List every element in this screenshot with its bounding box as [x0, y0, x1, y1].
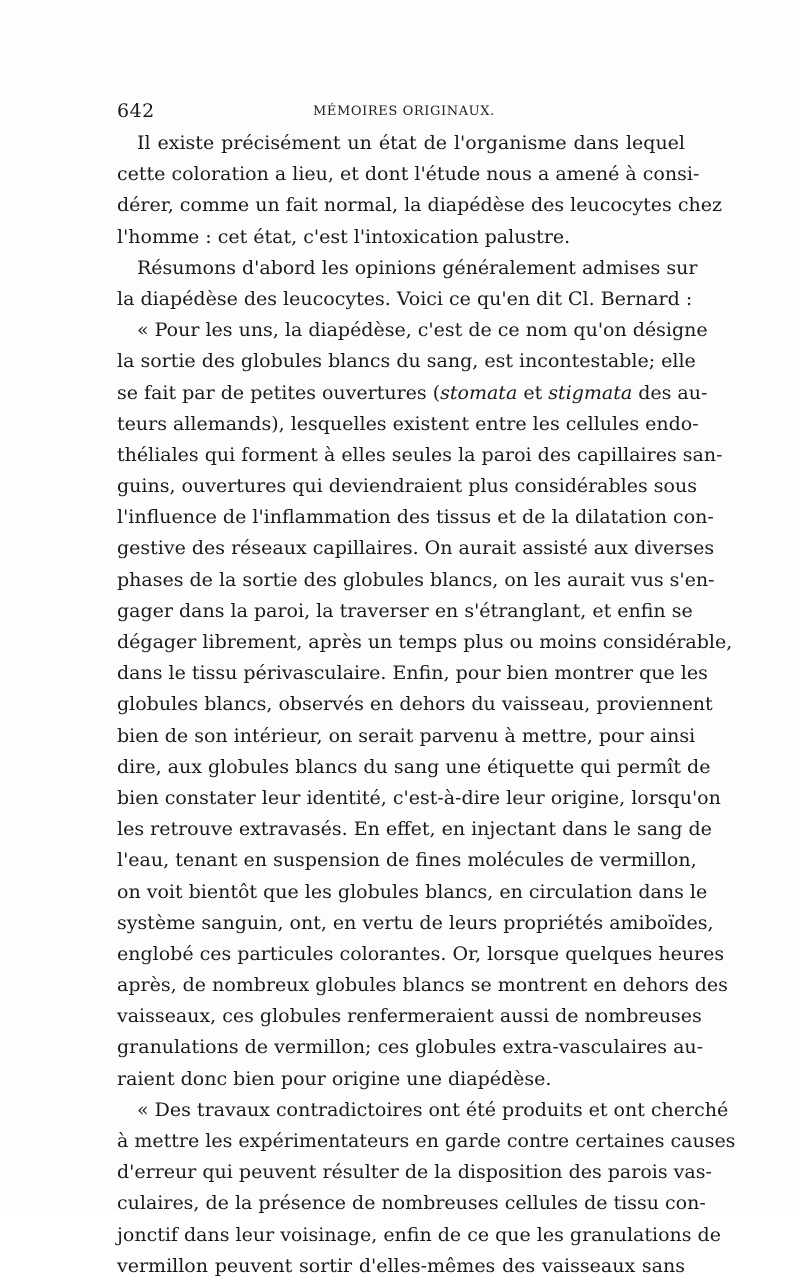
- paragraph: [117, 128, 722, 253]
- text-line: Il existe précisément un état de l'organisme dans lequel: [137, 132, 685, 154]
- text-line: d'erreur qui peuvent résulter de la disposition des parois vas-: [117, 1161, 712, 1184]
- text-line: après, de nombreux globules blancs se montrent en dehors des: [117, 974, 728, 997]
- text-line: à mettre les expérimentateurs en garde contre certaines causes: [117, 1130, 736, 1152]
- text-line: phases de la sortie des globules blancs, on les aurait vus s'en-: [117, 568, 715, 591]
- text-line: théliales qui forment à elles seules la paroi des capillaires san-: [117, 443, 723, 466]
- text-line: englobé ces particules colorantes. Or, lorsque quelques heures: [117, 942, 725, 965]
- text-line: vaisseaux, ces globules renfermeraient aussi de nombreuses: [117, 1005, 702, 1028]
- text-line: la diapédèse des leucocytes. Voici ce qu'en dit Cl. Bernard :: [117, 287, 693, 310]
- text-line: vermillon peuvent sortir d'elles-mêmes des vaisseaux sans: [117, 1254, 685, 1277]
- text-line: la sortie des globules blancs du sang, est incontestable; elle: [117, 350, 696, 373]
- text-line: on voit bientôt que les globules blancs, en circulation dans le: [117, 880, 708, 903]
- text-line: dans le tissu périvasculaire. Enfin, pour bien montrer que les: [117, 662, 708, 685]
- body-text: [117, 128, 736, 1282]
- running-title: MÉMOIRES ORIGINAUX.: [313, 104, 495, 119]
- paragraph: [117, 1095, 736, 1282]
- text-line: dégager librement, après un temps plus ou moins considérable,: [117, 631, 733, 653]
- text-line: dire, aux globules blancs du sang une étiquette qui permît de: [117, 755, 711, 778]
- text-line: l'homme : cet état, c'est l'intoxication palustre.: [117, 225, 571, 248]
- text-line: globules blancs, observés en dehors du vaisseau, proviennent: [117, 693, 713, 716]
- text-line: Résumons d'abord les opinions généralement admises sur: [137, 256, 698, 279]
- text-line: l'eau, tenant en suspension de fines molécules de vermillon,: [117, 849, 697, 872]
- page-number: 642: [117, 100, 155, 122]
- text-line: « Des travaux contradictoires ont été produits et ont cherché: [137, 1098, 729, 1121]
- text-line: granulations de vermillon; ces globules extra-vasculaires au-: [117, 1036, 704, 1059]
- text-line: jonctif dans leur voisinage, enfin de ce que les granulations de: [117, 1223, 721, 1246]
- text-line: dérer, comme un fait normal, la diapédèse des leucocytes chez: [117, 194, 722, 217]
- text-line: gestive des réseaux capillaires. On aurait assisté aux diverses: [117, 537, 715, 560]
- text-line: l'influence de l'inflammation des tissus et de la dilatation con-: [117, 506, 714, 529]
- text-line: système sanguin, ont, en vertu de leurs propriétés amiboïdes,: [117, 911, 714, 934]
- text-line: raient donc bien pour origine une diapédèse.: [117, 1067, 552, 1090]
- text-line: guins, ouvertures qui deviendraient plus considérables sous: [117, 475, 697, 498]
- text-line: gager dans la paroi, la traverser en s'étranglant, et enfin se: [117, 599, 693, 622]
- paragraph: [117, 315, 733, 1095]
- text-line: les retrouve extravasés. En effet, en injectant dans le sang de: [117, 818, 712, 841]
- text-line: teurs allemands), lesquelles existent entre les cellules endo-: [117, 412, 699, 435]
- text-line: bien constater leur identité, c'est-à-dire leur origine, lorsqu'on: [117, 786, 721, 809]
- text-line: culaires, de la présence de nombreuses cellules de tissu con-: [117, 1192, 706, 1215]
- text-line: bien de son intérieur, on serait parvenu à mettre, pour ainsi: [117, 724, 696, 747]
- running-head: [117, 100, 685, 124]
- text-line: cette coloration a lieu, et dont l'étude nous a amené à consi-: [117, 163, 700, 186]
- text-line: se fait par de petites ouvertures (stomata et stigmata des au-: [117, 381, 708, 404]
- paragraph: [117, 253, 698, 315]
- text-line: « Pour les uns, la diapédèse, c'est de ce nom qu'on désigne: [137, 319, 708, 342]
